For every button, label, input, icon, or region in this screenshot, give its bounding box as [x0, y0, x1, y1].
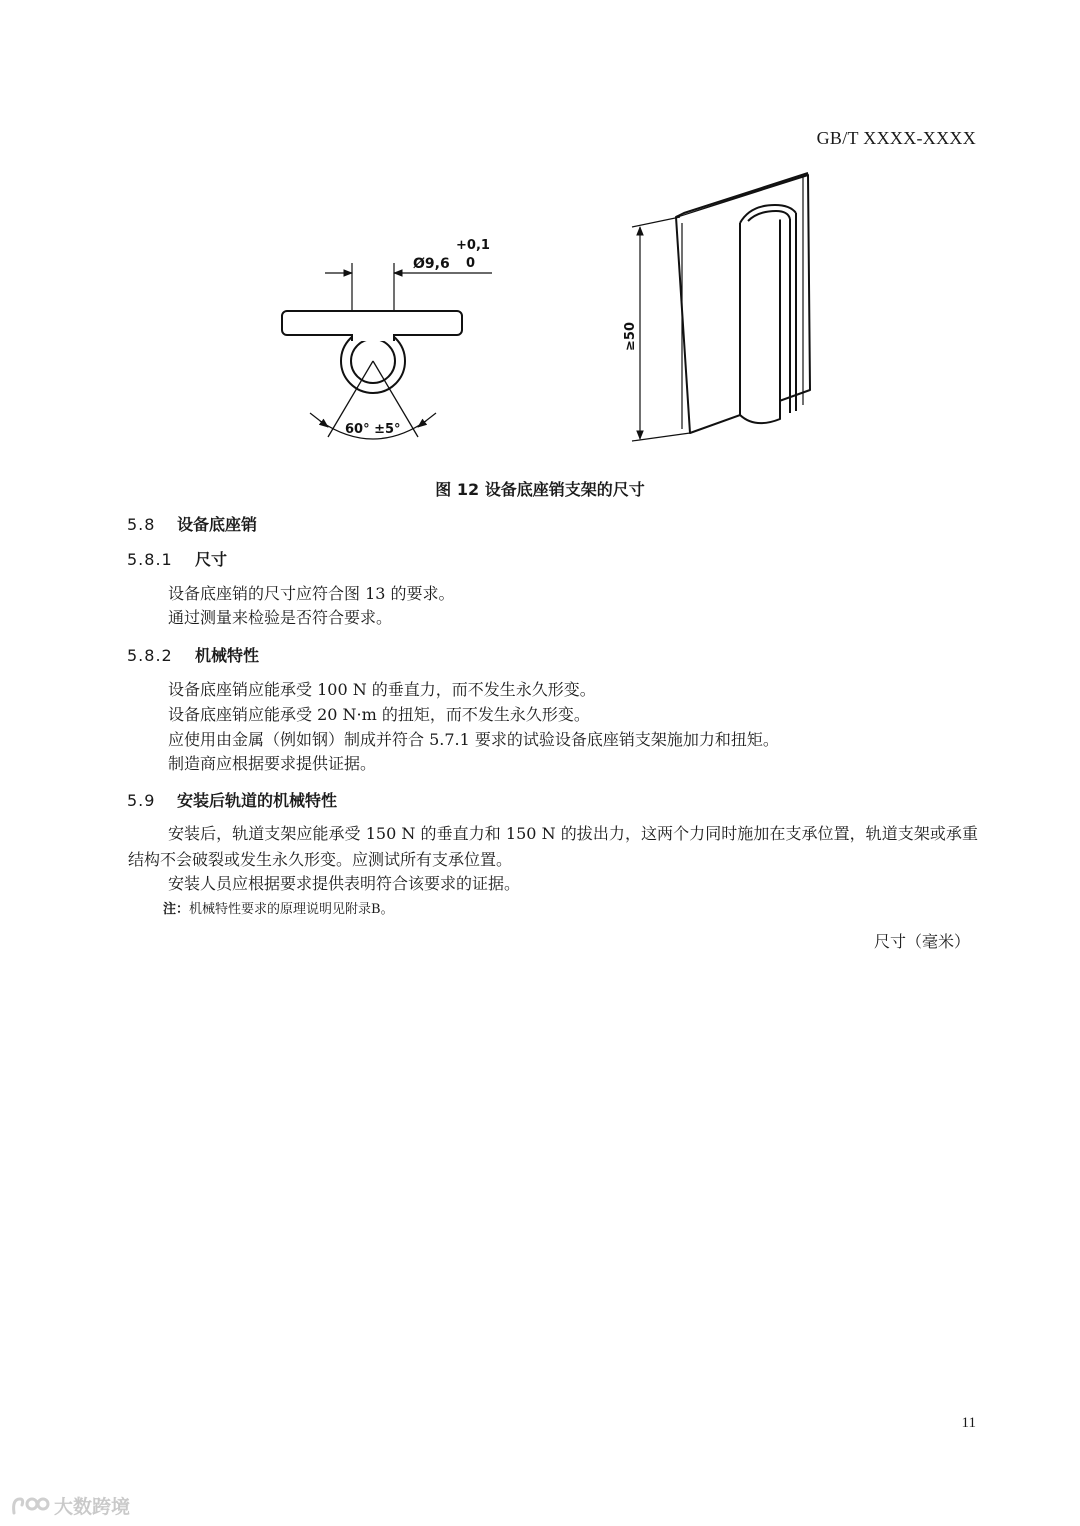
section-5-8-1-heading	[127, 547, 227, 570]
paragraph: 安装后，轨道支架应能承受 150 N 的垂直力和 150 N 的拔出力，这两个力同时施加在支承位置，轨道支架或承重结构不会破裂或发生永久形变。应测试所有支承位置。	[128, 824, 978, 869]
section-number: 5.8.2	[127, 646, 173, 665]
section-5-8-heading	[127, 512, 257, 535]
watermark	[10, 1492, 130, 1519]
page-number: 11	[961, 1415, 976, 1431]
section-title: 设备底座销	[177, 515, 258, 534]
section-5-8-2-heading	[127, 643, 259, 666]
section-title: 安装后轨道的机械特性	[177, 791, 338, 810]
paragraph: 制造商应根据要求提供证据。	[168, 754, 377, 773]
section-view	[282, 263, 492, 439]
section-number: 5.9	[127, 791, 156, 810]
isometric-view	[632, 173, 810, 441]
paragraph: 设备底座销的尺寸应符合图 13 的要求。	[168, 584, 455, 603]
note-label: 注：	[163, 902, 190, 917]
bracket-drawing	[270, 165, 830, 455]
paragraph: 通过测量来检验是否符合要求。	[168, 608, 393, 627]
paragraph: 安装人员应根据要求提供表明符合该要求的证据。	[168, 874, 521, 893]
section-title: 尺寸	[195, 550, 228, 569]
figure-12	[270, 165, 830, 455]
standard-code: GB/T XXXX-XXXX	[816, 128, 976, 148]
diameter-label: Ø9,6	[413, 256, 450, 272]
tolerance-lower: 0	[466, 256, 476, 271]
section-5-9-heading	[127, 788, 337, 811]
paragraph: 设备底座销应能承受 20 N·m 的扭矩，而不发生永久形变。	[168, 705, 590, 724]
section-number: 5.8	[127, 515, 156, 534]
units-label: 尺寸（毫米）	[873, 932, 970, 951]
paragraph: 设备底座销应能承受 100 N 的垂直力，而不发生永久形变。	[168, 680, 596, 699]
watermark-text: 大数跨境	[54, 1496, 131, 1518]
figure-caption: 图 12 设备底座销支架的尺寸	[435, 480, 645, 499]
section-title: 机械特性	[195, 646, 260, 665]
note	[163, 898, 394, 917]
paragraph: 应使用由金属（例如钢）制成并符合 5.7.1 要求的试验设备底座销支架施加力和扭矩。	[168, 730, 779, 749]
height-label: ≥50	[623, 322, 638, 351]
angle-label: 60° ±5°	[345, 422, 401, 437]
watermark-logo-icon	[10, 1495, 50, 1517]
note-text: 机械特性要求的原理说明见附录B。	[189, 902, 394, 917]
section-number: 5.8.1	[127, 550, 173, 569]
tolerance-upper: +0,1	[456, 238, 490, 253]
